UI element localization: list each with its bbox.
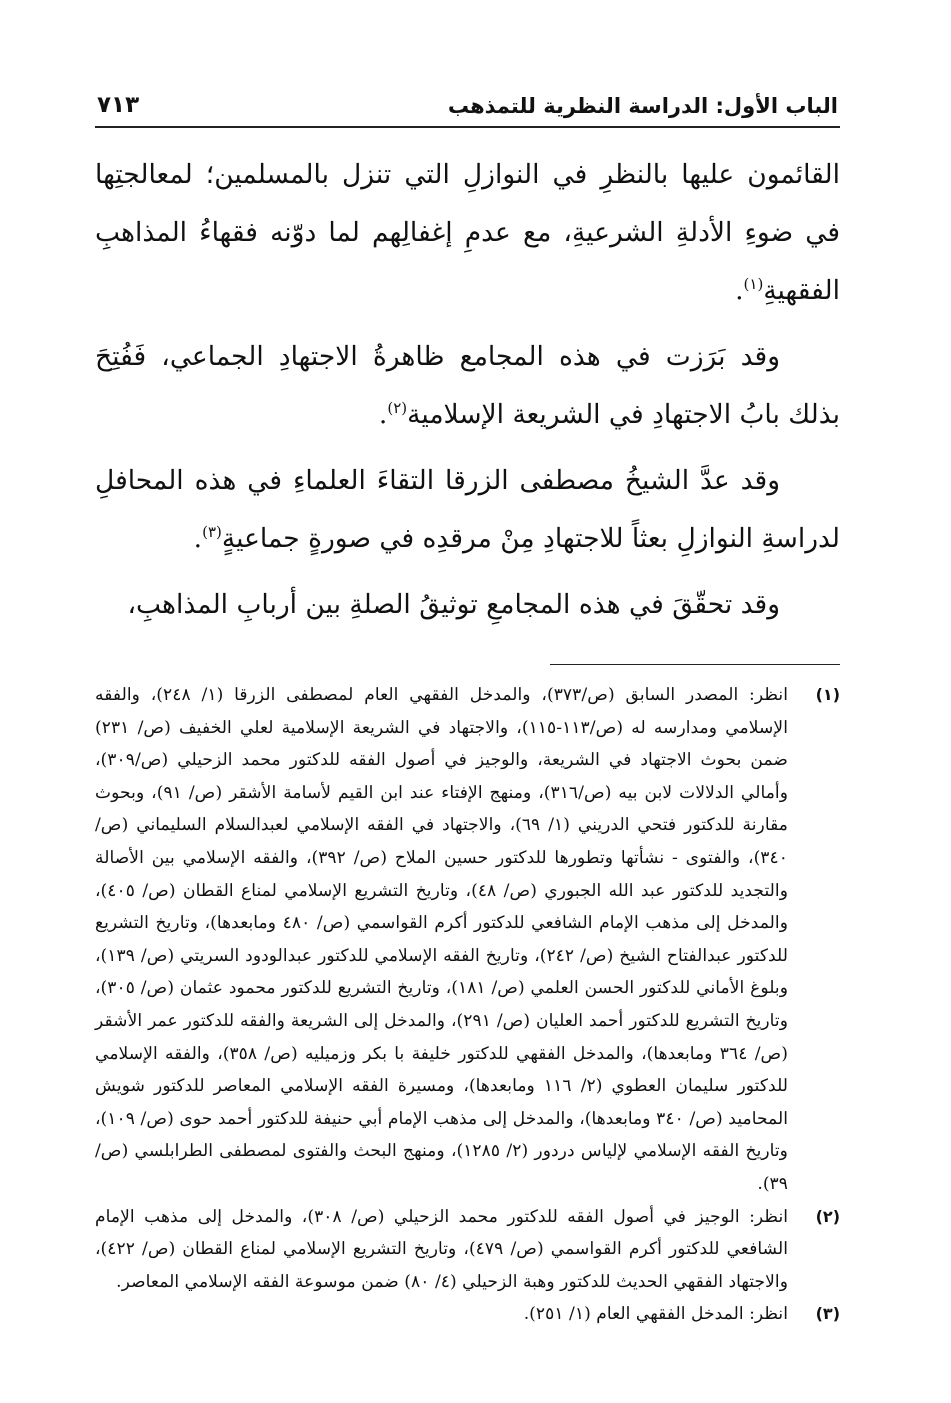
page-number: ٧١٣ <box>97 92 140 118</box>
paragraph-4 <box>95 576 840 634</box>
running-header <box>95 92 840 128</box>
footnote-text: انظر: المدخل الفقهي العام (١/ ٢٥١). <box>523 1304 788 1325</box>
running-title: الباب الأول: الدراسة النظرية للتمذهب <box>447 94 838 118</box>
paragraph-2-end: . <box>378 399 388 430</box>
footnote-ref-2: (٢) <box>387 399 408 418</box>
paragraph-3-text: وقد عدَّ الشيخُ مصطفى الزرقا التقاءَ العلماءِ في هذه المحافلِ لدراسةِ النوازلِ بعثاً للاجتهادِ مِنْ مرقدِه في صورةٍ جماعيةٍ <box>95 465 840 554</box>
book-page <box>95 92 840 1331</box>
paragraph-1 <box>95 146 840 320</box>
main-text <box>95 146 840 634</box>
paragraph-3-end: . <box>193 523 203 554</box>
paragraph-4-text: وقد تحقّقَ في هذه المجامعِ توثيقُ الصلةِ بين أربابِ المذاهبِ، <box>127 589 780 620</box>
paragraph-1-text: القائمون عليها بالنظرِ في النوازلِ التي تنزل بالمسلمين؛ لمعالجتِها في ضوءِ الأدلةِ الشرعيةِ، مع عدمِ إغفالِهم لما دوّنه فقهاءُ المذاهبِ الفقهيةِ <box>95 159 840 306</box>
paragraph-2-text: وقد بَرَزت في هذه المجامع ظاهرةُ الاجتهادِ الجماعي، فَفُتِحَ بذلك بابُ الاجتهادِ في الشريعة الإسلامية <box>95 341 840 430</box>
footnote-number: (١) <box>815 685 840 704</box>
footnote-ref-3: (٣) <box>202 523 222 542</box>
footnote-number: (٣) <box>815 1304 840 1324</box>
footnotes <box>95 679 840 1331</box>
footnote-3 <box>95 1298 840 1331</box>
footnote-ref-1: (١) <box>743 275 764 294</box>
paragraph-2 <box>95 328 840 444</box>
footnote-number: (٢) <box>815 1206 840 1226</box>
paragraph-3 <box>95 452 840 568</box>
footnote-text: انظر: الوجيز في أصول الفقه للدكتور محمد الزحيلي (ص/ ٣٠٨)، والمدخل إلى مذهب الإمام الشافعي للدكتور أكرم القواسمي (ص/ ٤٧٩)، وتاريخ التشريع الإسلامي لمناع القطان (ص/ ٤٢٢)، والاجتهاد الفقهي الحديث للدكتور وهبة الزحيلي (٤/ ٨٠) ضمن موسوعة الفقه الإسلامي المعاصر. <box>95 1206 788 1292</box>
paragraph-1-end: . <box>735 275 744 306</box>
footnote-text: انظر: المصدر السابق (ص/٣٧٣)، والمدخل الفقهي العام لمصطفى الزرقا (١/ ٢٤٨)، والفقه الإسلامي ومدارسه له (ص/١١٣-١١٥)، والاجتهاد في الشريعة الإسلامية لعلي الخفيف (ص/ ٢٣١) ضمن بحوث الاجتهاد في الشريعة، والوجيز في أصول الفقه للدكتور محمد الزحيلي (ص/٣٠٩)، وأمالي الدلالات لابن بيه (ص/٣١٦)، ومنهج الإفتاء عند ابن القيم لأسامة الأشقر (ص/ ٩١)، وبحوث مقارنة للدكتور فتحي الدريني (١/ ٦٩)، والاجتهاد في الفقه الإسلامي لعبدالسلام السليماني (ص/ ٣٤٠)، والفتوى - نشأتها وتطورها للدكتور حسين الملاح (ص/ ٣٩٢)، والفقه الإسلامي بين الأصالة والتجديد للدكتور عبد الله الجبوري (ص/ ٤٨)، وتاريخ التشريع الإسلامي لمناع القطان (ص/ ٤٠٥)، والمدخل إلى مذهب الإمام الشافعي للدكتور أكرم القواسمي (ص/ ٤٨٠ ومابعدها)، وتاريخ التشريع للدكتور عبدالفتاح الشيخ (ص/ ٢٤٢)، وتاريخ الفقه الإسلامي للدكتور عبدالودود السريتي (ص/ ١٣٩)، وبلوغ الأماني للدكتور الحسن العلمي (ص/ ١٨١)، وتاريخ التشريع للدكتور محمود عثمان (ص/ ٣٠٥)، وتاريخ التشريع للدكتور أحمد العليان (ص/ ٢٩١)، والمدخل إلى الشريعة والفقه للدكتور عمر الأشقر (ص/ ٣٦٤ ومابعدها)، والمدخل الفقهي للدكتور خليفة با بكر وزميليه (ص/ ٣٥٨)، والفقه الإسلامي للدكتور سليمان العطوي (٢/ ١١٦ ومابعدها)، ومسيرة الفقه الإسلامي المعاصر للدكتور شويش المحاميد (ص/ ٣٤٠ ومابعدها)، والمدخل إلى مذهب الإمام أبي حنيفة للدكتور أحمد حوى (ص/ ١٠٩)، وتاريخ الفقه الإسلامي لإلياس دردور (٢/ ١٢٨٥)، ومنهج البحث والفتوى لمصطفى الطرابلسي (ص/ ٣٩). <box>95 685 789 1194</box>
footnote-1 <box>95 679 840 1201</box>
footnote-separator <box>550 664 840 665</box>
footnote-2 <box>95 1201 840 1299</box>
